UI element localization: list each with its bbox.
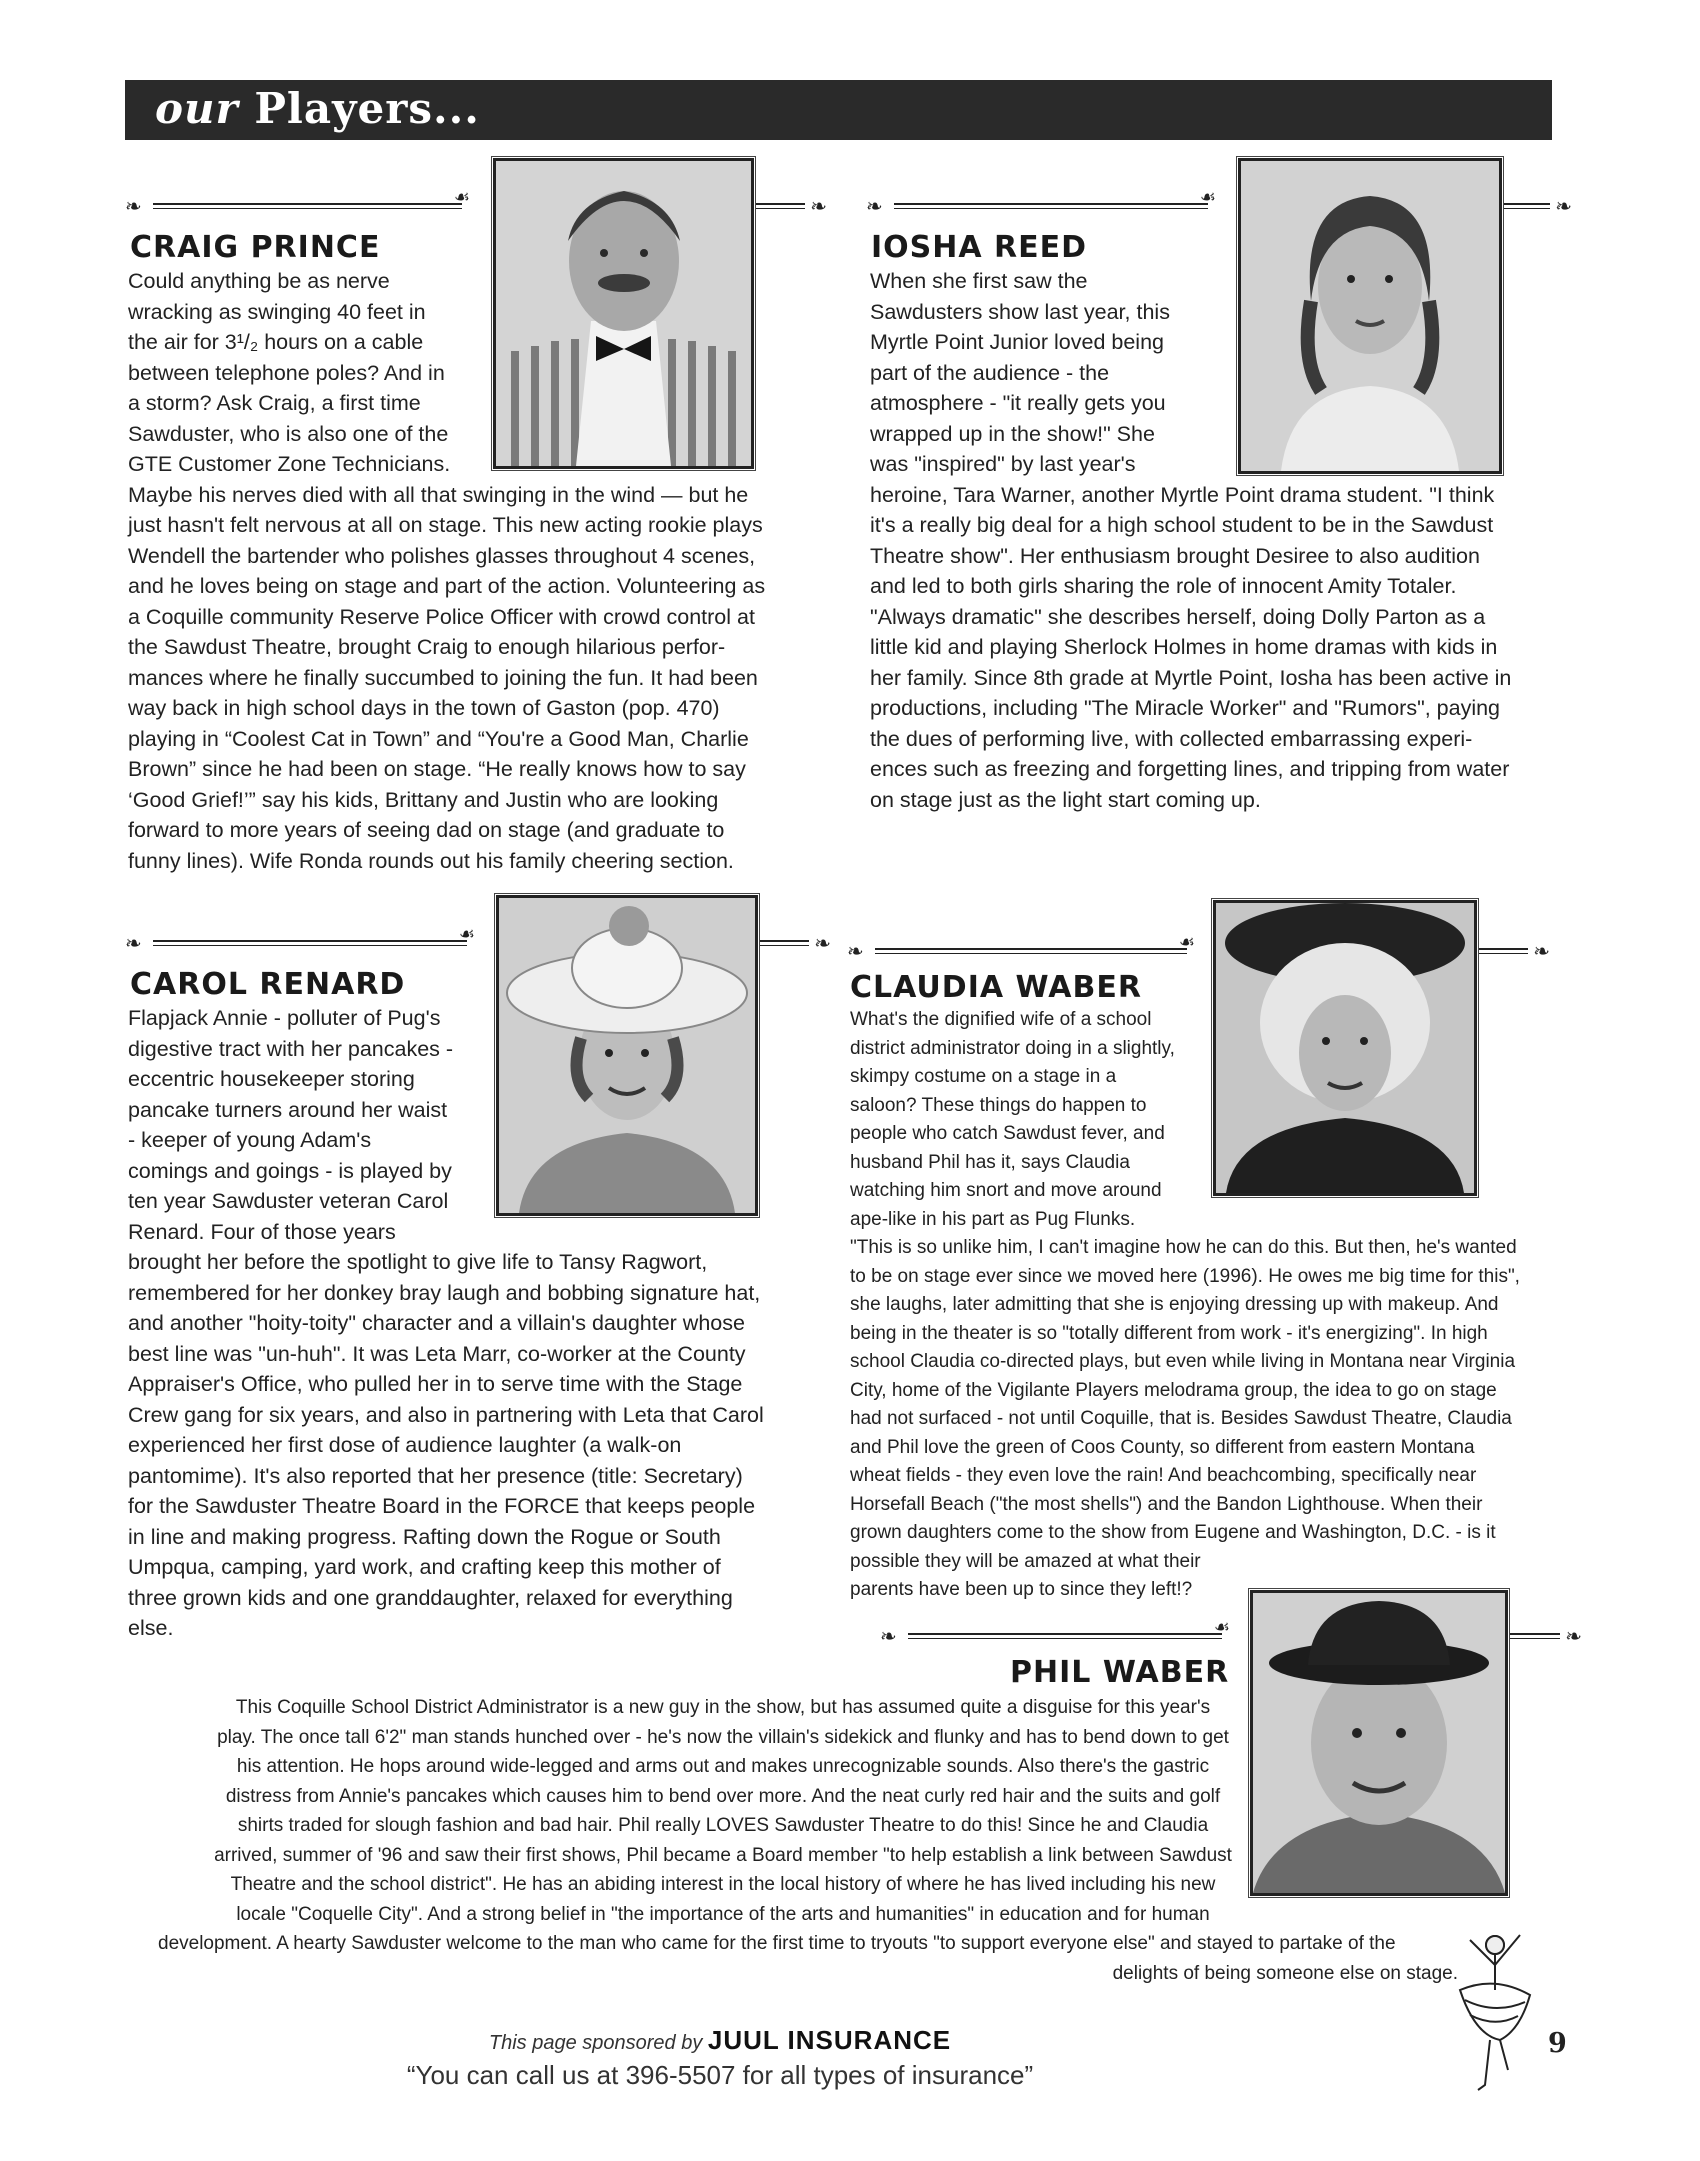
player-name: IOSHA REED	[871, 230, 1088, 265]
scroll-ornament-icon: ❧	[1565, 1624, 1582, 1648]
ornament-rule	[866, 187, 1236, 218]
scroll-ornament-icon: ☙	[453, 187, 470, 208]
ornament-rule	[1500, 195, 1572, 217]
dancer-illustration-icon	[1440, 1920, 1540, 2100]
scroll-ornament-icon: ❧	[1555, 194, 1572, 218]
ornament-rule	[125, 187, 490, 218]
scroll-ornament-icon: ☙	[458, 924, 475, 945]
section-header-banner	[125, 80, 1552, 140]
scroll-ornament-icon: ❧	[880, 1624, 897, 1648]
sponsor-tagline: “You can call us at 396-5507 for all types of insurance”	[406, 2060, 1034, 2090]
scroll-ornament-icon: ❧	[847, 939, 864, 963]
scroll-ornament-icon: ❧	[1533, 939, 1550, 963]
player-bio-claudia: What's the dignified wife of a school district administrator doing in a slightly, skimpy costume on a stage in a saloon? These things do happen to people who catch Sawdust fever, and husband Phil has it, says Claudia watching him snort and move around ape-like in his part as Pug Flunks. "This is so unlike him, I can't imagine how he can do this. But then, he's wanted to be on stage ever since we moved here (1996). He owes me big time for this", she laughs, later admitting that she is enjoying dressing up with makeup. And being in the theater is so "totally different from work - it's energizing". In high school Claudia co-directed plays, but even while living in Montana near Virginia City, home of the Vigilante Players melodrama group, the idea to go on stage had not surfaced - not until Coquille, that is. Besides Sawdust Theatre, Claudia and Phil love the green of Coos County, so different from eastern Montana wheat fields - they even love the rain! And beachcombing, specifically near Horsefall Beach ("the most shells") and the Bandon Lighthouse. When their grown daughters come to the show from Eugene and Washington, D.C. - is it possible they will be amazed at what their parents have been up to since they left!?	[850, 1009, 1520, 1600]
player-name: CAROL RENARD	[130, 967, 406, 1002]
scroll-ornament-icon: ❧	[814, 931, 831, 955]
ornament-rule	[756, 932, 831, 954]
player-bio-carol: Flapjack Annie - polluter of Pug's digestive tract with her pancakes - eccentric housekeeper storing pancake turners around her waist - keeper of young Adam's comings and goings - is played by ten year Sawduster veteran Carol Renard. Four of those years brought her before the spotlight to give life to Tansy Ragwort, remembered for her donkey bray laugh and bobbing signature hat, and another "hoity-toity" character and a villain's daughter whose best line was "un-huh". It was Leta Marr, co-worker at the County Appraiser's Office, who pulled her in to serve time with the Stage Crew gang for six years, and also in partnering with Leta that Carol experienced her first dose of audience laughter (a walk-on pantomime). It's also reported that her presence (title: Secretary) for the Sawduster Theatre Board in the FORCE that keeps people in line and making progress. Rafting down the Rogue or South Umpqua, camping, yard work, and crafting keep this mother of three grown kids and one granddaughter, relaxed for everything else.	[128, 1006, 764, 1640]
sponsor-name: JUUL INSURANCE	[707, 2025, 952, 2055]
page-number: 9	[1548, 2028, 1567, 2059]
player-bio-craig: Could anything be as nerve wracking as swinging 40 feet in the air for 3¹/₂ hours on a cable between telephone poles? And in a storm? Ask Craig, a first time Sawduster, who is also one of the GTE Customer Zone Technicians. Maybe his nerves died with all that swinging in the wind — but he just hasn't felt nervous at all on stage. This new acting rookie plays Wendell the bartender who polishes glasses throughout 4 scenes, and he loves being on stage and part of the action. Volunteering as a Coquille community Reserve Police Officer with crowd control at the Sawdust Theatre, brought Craig to enough hilarious perfor- mances where he finally succumbed to joining the fun. It had been way back in high school days in the town of Gaston (pop. 470) playing in “Coolest Cat in Town” and “You're a Good Man, Charlie Brown” since he had been on stage. “He really knows how to say ‘Good Grief!’” say his kids, Brittany and Justin who are looking forward to more years of seeing dad on stage (and graduate to funny lines). Wife Ronda rounds out his family cheering section.	[128, 269, 766, 873]
scroll-ornament-icon: ❧	[810, 194, 827, 218]
ornament-rule	[880, 1617, 1250, 1648]
ornament-rule	[1475, 940, 1550, 962]
sponsor-prefix: This page sponsored by	[488, 2032, 703, 2054]
scroll-ornament-icon: ❧	[125, 194, 142, 218]
scroll-ornament-icon: ☙	[1213, 1617, 1230, 1638]
ornament-rule	[1507, 1625, 1582, 1647]
scroll-ornament-icon: ☙	[1178, 932, 1195, 953]
player-name: PHIL WABER	[1010, 1655, 1230, 1690]
player-bio-phil: This Coquille School District Administrator is a new guy in the show, but has assumed quite a disguise for this year's play. The once tall 6'2" man stands hunched over - he's now the villain's sidekick and flunky and has to bend down to get his attention. He hops around wide-legged and arms out and makes unrecognizable sounds. Also there's the gastric distress from Annie's pancakes which causes him to bend over more. And the neat curly red hair and the suits and golf shirts traded for slough fashion and bad hair. Phil really LOVES Sawduster Theatre to do this! Since he and Claudia arrived, summer of '96 and saw their first shows, Phil became a Board member "to help establish a link between Sawdust Theatre and the school district". He has an abiding interest in the local history of where he has lived including his new locale "Coquelle City". And a strong belief in "the importance of the arts and humanities" in education and for human development. A hearty Sawduster welcome to the man who came for the first time to tryouts "to support everyone else" and stayed to partake of the delights of being someone else on stage.	[158, 1697, 1458, 1984]
sponsor-line	[0, 2025, 1440, 2056]
section-title	[155, 84, 480, 133]
ornament-rule	[125, 924, 495, 955]
player-name: CRAIG PRINCE	[130, 230, 381, 265]
scroll-ornament-icon: ☙	[1199, 187, 1216, 208]
title-main: Players...	[254, 84, 480, 133]
player-bio-iosha: When she first saw the Sawdusters show last year, this Myrtle Point Junior loved being part of the audience - the atmosphere - "it really gets you wrapped up in the show!" She was "inspired" by last year's heroine, Tara Warner, another Myrtle Point drama student. "I think it's a really big deal for a high school student to be in the Sawdust Theatre show". Her enthusiasm brought Desiree to also audition and led to both girls sharing the role of innocent Amity Totaler. "Always dramatic" she describes herself, doing Dolly Parton as a little kid and playing Sherlock Holmes in home dramas with kids in her family. Since 8th grade at Myrtle Point, Iosha has been active in productions, including "The Miracle Worker" and "Rumors", paying the dues of performing live, with collected embarrassing experi- ences such as freezing and forgetting lines, and tripping from water on stage just as the light start coming up.	[870, 269, 1512, 812]
ornament-rule	[847, 932, 1215, 963]
title-prefix: our	[155, 84, 239, 133]
portrait-photo-phil	[1250, 1590, 1508, 1896]
scroll-ornament-icon: ❧	[125, 931, 142, 955]
player-name: CLAUDIA WABER	[850, 970, 1142, 1005]
scroll-ornament-icon: ❧	[866, 194, 883, 218]
ornament-rule	[752, 195, 827, 217]
